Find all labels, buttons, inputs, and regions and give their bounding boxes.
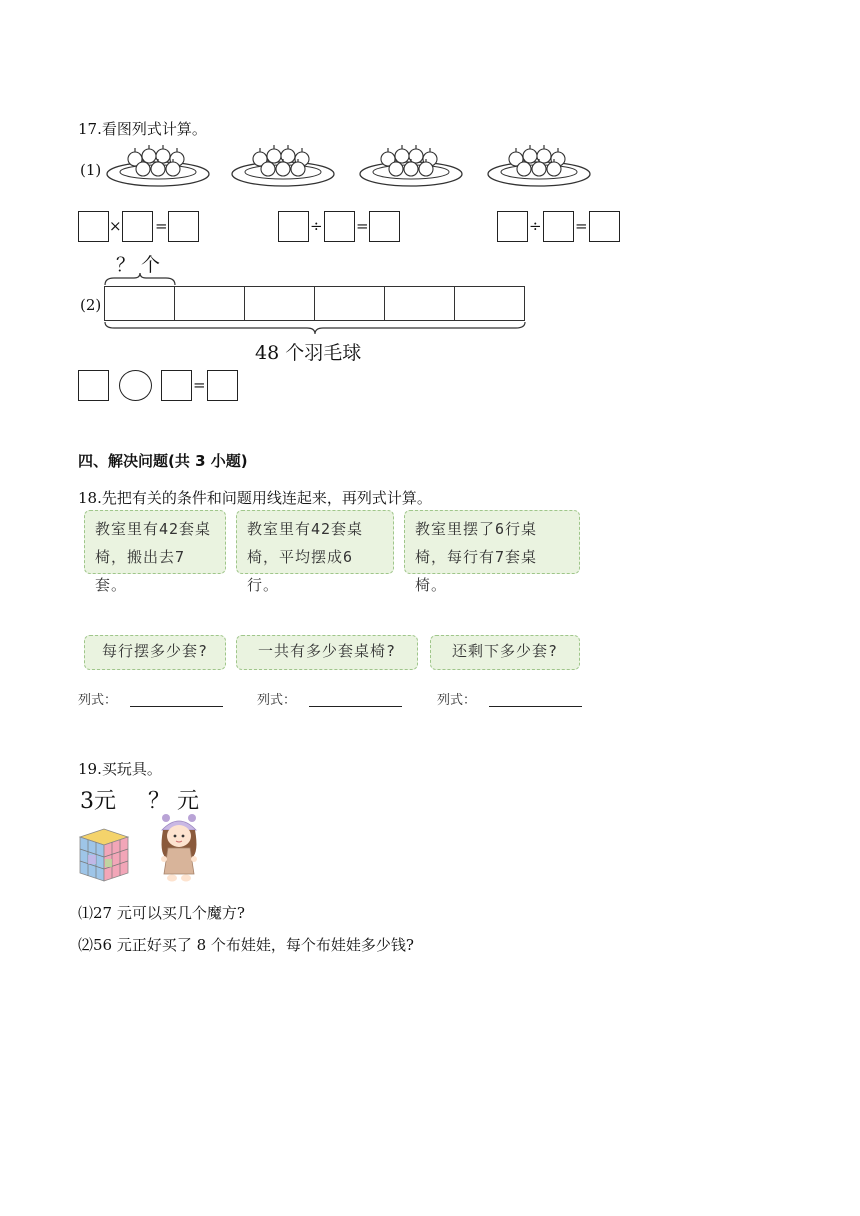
condition-card[interactable]	[236, 510, 394, 594]
bottom-brace	[104, 321, 526, 335]
formula-label: 列式：	[257, 693, 297, 708]
formula-answer-line[interactable]	[489, 706, 582, 707]
segment	[454, 286, 525, 321]
bottom-label: 48 个羽毛球	[255, 342, 362, 364]
q17-part1-label: (1)	[80, 161, 102, 179]
apple-plate-image	[358, 142, 464, 188]
answer-box[interactable]	[324, 211, 355, 242]
equals-sign: =	[356, 217, 369, 235]
condition-line: 教室里有42套桌	[95, 520, 212, 538]
q19-subquestion-1: ⑴27 元可以买几个魔方?	[78, 904, 245, 922]
condition-line: 椅，平均摆成6行。	[247, 548, 354, 594]
answer-box[interactable]	[78, 211, 109, 242]
apple-plate-image	[486, 142, 592, 188]
answer-box[interactable]	[369, 211, 400, 242]
q19-title: 19.买玩具。	[78, 760, 162, 778]
multiply-sign: ×	[109, 217, 122, 235]
segment	[314, 286, 385, 321]
q18-title: 18.先把有关的条件和问题用线连起来，再列式计算。	[78, 489, 432, 507]
divide-sign: ÷	[310, 217, 323, 235]
condition-line: 椅，每行有7套桌椅。	[415, 548, 538, 594]
segment	[174, 286, 245, 321]
condition-line: 椅，搬出去7套。	[95, 548, 186, 594]
answer-box[interactable]	[589, 211, 620, 242]
q17-part2-label: (2)	[80, 296, 102, 314]
apple-plate-image	[230, 142, 336, 188]
equals-sign: =	[575, 217, 588, 235]
answer-box[interactable]	[207, 370, 238, 401]
answer-box[interactable]	[122, 211, 153, 242]
segment	[244, 286, 315, 321]
operator-circle[interactable]	[119, 370, 152, 401]
answer-box[interactable]	[161, 370, 192, 401]
condition-line: 教室里摆了6行桌	[415, 520, 538, 538]
equals-sign: =	[155, 217, 168, 235]
formula-label: 列式：	[78, 693, 118, 708]
section-title: 四、解决问题(共 3 小题)	[78, 452, 248, 470]
condition-line: 教室里有42套桌	[247, 520, 364, 538]
question-card[interactable]: 每行摆多少套?	[84, 635, 226, 670]
brace-label: ？ 个	[116, 254, 161, 276]
segment	[104, 286, 175, 321]
equals-sign: =	[193, 376, 206, 394]
cube-price: 3元	[80, 789, 116, 814]
answer-box[interactable]	[278, 211, 309, 242]
answer-box[interactable]	[78, 370, 109, 401]
top-brace	[104, 272, 176, 286]
formula-label: 列式：	[437, 693, 477, 708]
condition-card[interactable]	[404, 510, 580, 594]
question-card[interactable]: 还剩下多少套?	[430, 635, 580, 670]
question-card[interactable]: 一共有多少套桌椅?	[236, 635, 418, 670]
answer-box[interactable]	[168, 211, 199, 242]
rubiks-cube-image	[78, 825, 130, 883]
q17-title: 17.看图列式计算。	[78, 120, 207, 138]
doll-image	[154, 812, 204, 884]
q19-subquestion-2: ⑵56 元正好买了 8 个布娃娃，每个布娃娃多少钱?	[78, 936, 414, 954]
answer-box[interactable]	[497, 211, 528, 242]
segment	[384, 286, 455, 321]
condition-card[interactable]	[84, 510, 226, 594]
formula-answer-line[interactable]	[309, 706, 402, 707]
answer-box[interactable]	[543, 211, 574, 242]
apple-plate-image	[105, 142, 211, 188]
doll-price: ？ 元	[148, 789, 199, 814]
formula-answer-line[interactable]	[130, 706, 223, 707]
divide-sign: ÷	[529, 217, 542, 235]
